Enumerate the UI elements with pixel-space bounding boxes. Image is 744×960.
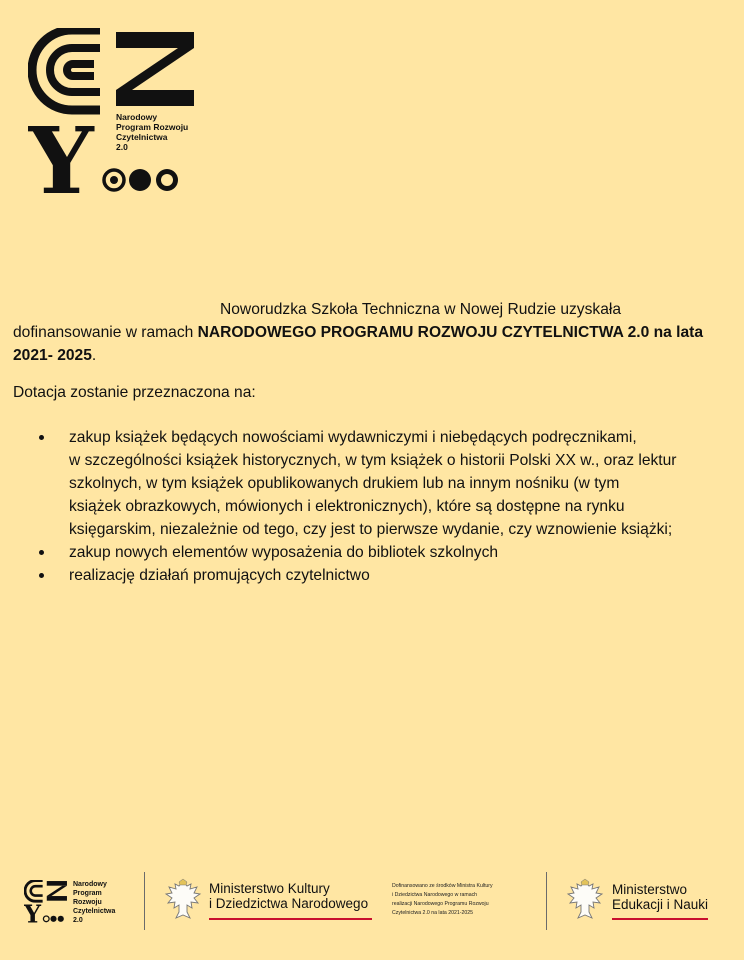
mein-name <box>612 882 708 912</box>
divider <box>144 872 145 930</box>
footer-logo-text <box>73 880 115 925</box>
benefit-continuation: księgarskim, niezależnie od tego, czy jest to pierwsze wydanie, czy wznowienie książki; <box>69 521 673 538</box>
mkdn-line: i Dziedzictwa Narodowego <box>209 896 369 911</box>
dotacja-label: Dotacja zostanie przeznaczona na: <box>13 384 256 401</box>
intro-suffix: . <box>91 347 97 364</box>
intro-prefix: dofinansowanie w ramach <box>13 324 198 341</box>
benefit-continuation: książek obrazkowych, mówionych i elektronicznych), które są dostępne na rynku <box>69 498 625 515</box>
nprc-logo <box>28 28 198 198</box>
note-line: Czytelnictwa 2.0 na lata 2021-2025 <box>392 910 474 916</box>
logo-line: Program Rozwoju <box>116 122 189 132</box>
nprc-logo-icon <box>24 880 68 924</box>
logo-line: Czytelnictwa <box>73 908 116 915</box>
mein-line: Ministerstwo <box>612 882 688 897</box>
list-item <box>13 541 718 564</box>
logo-line: Czytelnictwa <box>116 132 168 142</box>
benefit-text: realizację działań promujących czytelnictwo <box>69 567 370 584</box>
mein-line: Edukacji i Nauki <box>612 897 709 912</box>
divider <box>546 872 547 930</box>
program-name: NARODOWEGO PROGRAMU ROZWOJU CZYTELNICTWA 2.0 na lata 2021- 2025 <box>13 324 704 364</box>
logo-line: Program <box>73 890 102 897</box>
benefit-text: zakup nowych elementów wyposażenia do bibliotek szkolnych <box>69 544 499 561</box>
benefit-continuation: w szczególności książek historycznych, w tym książek o historii Polski XX w., oraz lektur <box>69 452 677 469</box>
svg-text:Y: Y <box>24 900 41 924</box>
svg-text:Y: Y <box>28 107 94 198</box>
list-item <box>13 426 718 541</box>
logo-line: Narodowy <box>116 112 158 122</box>
benefit-continuation: szkolnych, w tym książek opublikowanych drukiem lub na innym nośniku (w tym <box>69 475 620 492</box>
note-line: i Dziedzictwa Narodowego w ramach <box>392 892 478 898</box>
benefit-text: zakup książek będących nowościami wydawniczymi i niebędących podręcznikami, <box>69 429 637 446</box>
note-line: Dofinansowano ze środków Ministra Kultury <box>392 883 493 889</box>
intro-line-1: Noworudzka Szkoła Techniczna w Nowej Rudzie uzyskała <box>220 301 622 318</box>
logo-line: 2.0 <box>73 917 83 924</box>
list-item <box>13 564 718 587</box>
funding-note <box>392 882 532 918</box>
announcement <box>13 298 718 587</box>
mkdn-rule <box>209 918 372 920</box>
nprc-logo-text <box>116 112 188 152</box>
mein-rule <box>612 918 708 920</box>
eagle-emblem-icon <box>566 878 604 922</box>
note-line: realizacji Narodowego Programu Rozwoju <box>392 901 489 907</box>
mkdn-name <box>209 881 368 911</box>
logo-line: Narodowy <box>73 881 107 888</box>
benefits-list <box>13 426 718 587</box>
intro-paragraph <box>13 298 718 367</box>
mkdn-line: Ministerstwo Kultury <box>209 881 330 896</box>
logo-line: 2.0 <box>116 142 128 152</box>
footer-logos <box>0 864 744 944</box>
logo-line: Rozwoju <box>73 899 102 906</box>
eagle-emblem-icon <box>164 878 202 922</box>
